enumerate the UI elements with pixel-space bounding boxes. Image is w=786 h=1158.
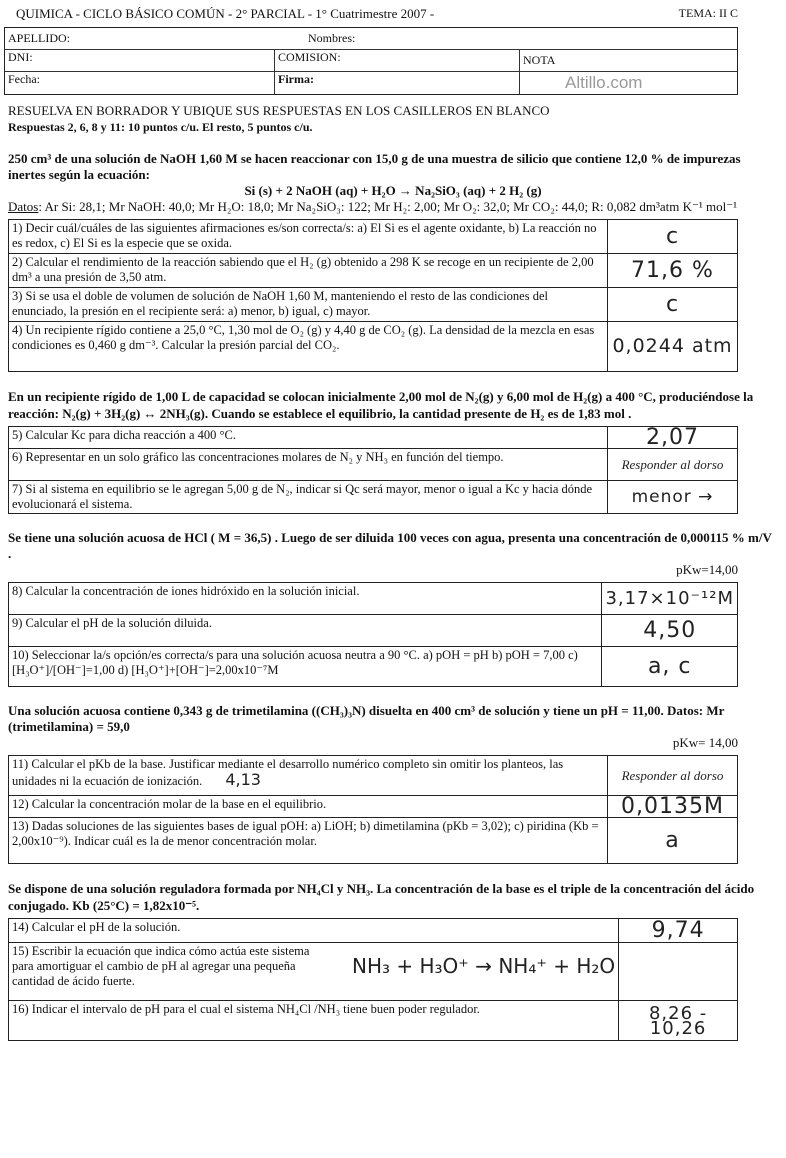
question-text: 8) Calcular la concentración de iones hidróxido en la solución inicial. [9,583,602,615]
question-15-cell [9,943,619,1001]
question-row [9,583,738,615]
question-text: 15) Escribir la ecuación que indica cómo actúa este sistema para amortiguar el cambio de pH al agregar una pequeña cantidad de ácido fuerte. [12,944,310,988]
answer-box[interactable]: 3,17×10⁻¹²M [602,583,738,615]
question-text: 13) Dadas soluciones de las siguientes bases de igual pOH: a) LiOH; b) dimetilamina (pKb = 3,02); c) piridina (Kb = 2,00x10⁻⁹). Indicar cuál es la de menor concentración molar. [9,818,608,864]
comision-field[interactable]: COMISION: [275,50,520,71]
question-row [9,943,738,1001]
answer-box[interactable]: menor → [608,481,738,514]
nombres-field[interactable]: Nombres: [308,31,356,45]
question-row [9,449,738,481]
answer-box[interactable]: c [608,288,738,322]
answer-box[interactable]: 71,6 % [608,254,738,288]
apellido-field[interactable]: APELLIDO: [8,31,70,45]
question-row [9,427,738,449]
question-row [9,756,738,796]
question-row [9,322,738,372]
instructions-line2: Respuestas 2, 6, 8 y 11: 10 puntos c/u. El resto, 5 puntos c/u. [8,120,313,134]
question-text: 16) Indicar el intervalo de pH para el cual el sistema NH₄Cl /NH₃ tiene buen poder regulador. [9,1001,619,1041]
question-text: 11) Calcular el pKb de la base. Justificar mediante el desarrollo numérico completo sin omitir los planteos, las unidades ni la ecuación de ionización. [12,757,564,788]
exam-tema: TEMA: II C [678,6,738,20]
problem-3 [8,530,778,578]
question-row [9,254,738,288]
answer-table-5 [8,918,738,1041]
question-text: 10) Seleccionar la/s opción/es correcta/s para una solución acuosa neutra a 90 °C. a) pOH = pH b) pOH = 7,00 c) [H₃O⁺]/[OH⁻]=1,00 d) [H₃O⁺]+[OH⁻]=2,00x10⁻⁷M [9,647,602,687]
handwritten-note: 4,13 [225,770,261,789]
answer-box[interactable]: c [608,220,738,254]
answer-box[interactable]: Responder al dorso [608,449,738,481]
answer-table-4 [8,755,738,864]
instructions-line1: RESUELVA EN BORRADOR Y UBIQUE SUS RESPUESTAS EN LOS CASILLEROS EN BLANCO [8,103,550,118]
question-row [9,796,738,818]
exam-title: QUIMICA - CICLO BÁSICO COMÚN - 2° PARCIAL - 1° Cuatrimestre 2007 - [16,6,435,21]
problem-statement: 250 cm³ de una solución de NaOH 1,60 M se hacen reaccionar con 15,0 g de una muestra de silicio que contiene 12,0 % de impurezas inertes según la ecuación: [8,151,741,182]
answer-box[interactable]: 0,0244 atm [608,322,738,372]
datos-label: Datos [8,199,39,214]
question-row [9,481,738,514]
problem-statement: Se tiene una solución acuosa de HCl ( M = 36,5) . Luego de ser diluida 100 veces con agua, presenta una concentración de 0,000115 % m/V . [8,530,772,561]
pkw-label: pKw= 14,00 [672,735,738,750]
answer-box[interactable]: 8,26 - 10,26 [619,1001,738,1041]
student-id-box [4,27,738,95]
question-text: 14) Calcular el pH de la solución. [9,919,619,943]
problem-statement: Una solución acuosa contiene 0,343 g de trimetilamina ((CH₃)₃N) disuelta en 400 cm³ de solución y tiene un pH = 11,00. Datos: Mr (trimetilamina) = 59,0 [8,703,725,734]
question-text: 1) Decir cuál/cuáles de las siguientes afirmaciones es/son correcta/s: a) El Si es el agente oxidante, b) La reacción no es redox, c) El Si es la especie que se oxida. [9,220,608,254]
question-text: 7) Si al sistema en equilibrio se le agregan 5,00 g de N₂, indicar si Qc será mayor, menor o igual a Kc y hacia dónde evolucionará el sistema. [9,481,608,514]
question-row [9,1001,738,1041]
dni-field[interactable]: DNI: [5,50,275,71]
pkw-label: pKw=14,00 [676,562,738,577]
problem-2-statement: En un recipiente rígido de 1,00 L de capacidad se colocan inicialmente 2,00 mol de N₂(g) y 6,00 mol de H₂(g) a 400 °C, produciéndose la reacción: N₂(g) + 3H₂(g) ↔ 2NH₃(g). Cuando se establece el equilibrio, la cantidad presente de H₂ es de 1,83 mol . [8,389,754,421]
fecha-field[interactable]: Fecha: [5,72,275,94]
exam-header [8,6,738,22]
answer-box[interactable]: 2,07 [608,427,738,449]
question-text: 12) Calcular la concentración molar de la base en el equilibrio. [9,796,608,818]
handwritten-answer[interactable]: NH₃ + H₃O⁺ → NH₄⁺ + H₂O [352,954,616,978]
answer-box[interactable]: 4,50 [602,615,738,647]
instructions [8,103,778,135]
reaction-equation: Si (s) + 2 NaOH (aq) + H₂O → Na₂SiO₃ (aq) + 2 H₂ (g) [244,183,542,198]
watermark: Altillo.com [565,73,643,92]
question-row [9,818,738,864]
datos-text: : Ar Si: 28,1; Mr NaOH: 40,0; Mr H₂O: 18,0; Mr Na₂SiO₃: 122; Mr H₂: 2,00; Mr O₂: 32,0; Mr CO₂: 44,0; R: 0,082 dm³atm K⁻¹ mol⁻¹ [38,199,737,214]
answer-table-3 [8,582,738,687]
question-row [9,647,738,687]
answer-box[interactable]: a, c [602,647,738,687]
question-text: 9) Calcular el pH de la solución diluida. [9,615,602,647]
question-text: 6) Representar en un solo gráfico las concentraciones molares de N₂ y NH₃ en función del tiempo. [9,449,608,481]
answer-box-empty[interactable] [619,943,738,1001]
problem-1 [8,151,778,215]
question-text: 3) Si se usa el doble de volumen de solución de NaOH 1,60 M, manteniendo el resto de las condiciones del enunciado, la presión en el recipiente será: a) menor, b) igual, c) mayor. [9,288,608,322]
answer-box[interactable]: Responder al dorso [608,756,738,796]
answer-table-2 [8,426,738,514]
problem-5-statement: Se dispone de una solución reguladora formada por NH₄Cl y NH₃. La concentración de la base es el triple de la concentración del ácido conjugado. Kb (25°C) = 1,82x10⁻⁵. [8,881,755,913]
question-row [9,919,738,943]
question-row [9,615,738,647]
firma-field[interactable]: Firma: [275,72,520,94]
question-row [9,288,738,322]
nota-field[interactable]: NOTA [523,53,556,67]
question-text: 5) Calcular Kc para dicha reacción a 400 °C. [9,427,608,449]
question-text: 2) Calcular el rendimiento de la reacción sabiendo que el H₂ (g) obtenido a 298 K se recoge en un recipiente de 2,00 dm³ a una presión de 3,50 atm. [9,254,608,288]
answer-box[interactable]: 9,74 [619,919,738,943]
answer-table-1 [8,219,738,372]
problem-4 [8,703,778,751]
answer-box[interactable]: a [608,818,738,864]
answer-box[interactable]: 0,0135M [608,796,738,818]
question-row [9,220,738,254]
question-text: 4) Un recipiente rígido contiene a 25,0 °C, 1,30 mol de O₂ (g) y 4,40 g de CO₂ (g). La densidad de la mezcla en esas condiciones es 0,460 g dm⁻³. Calcular la presión parcial del CO₂. [9,322,608,372]
